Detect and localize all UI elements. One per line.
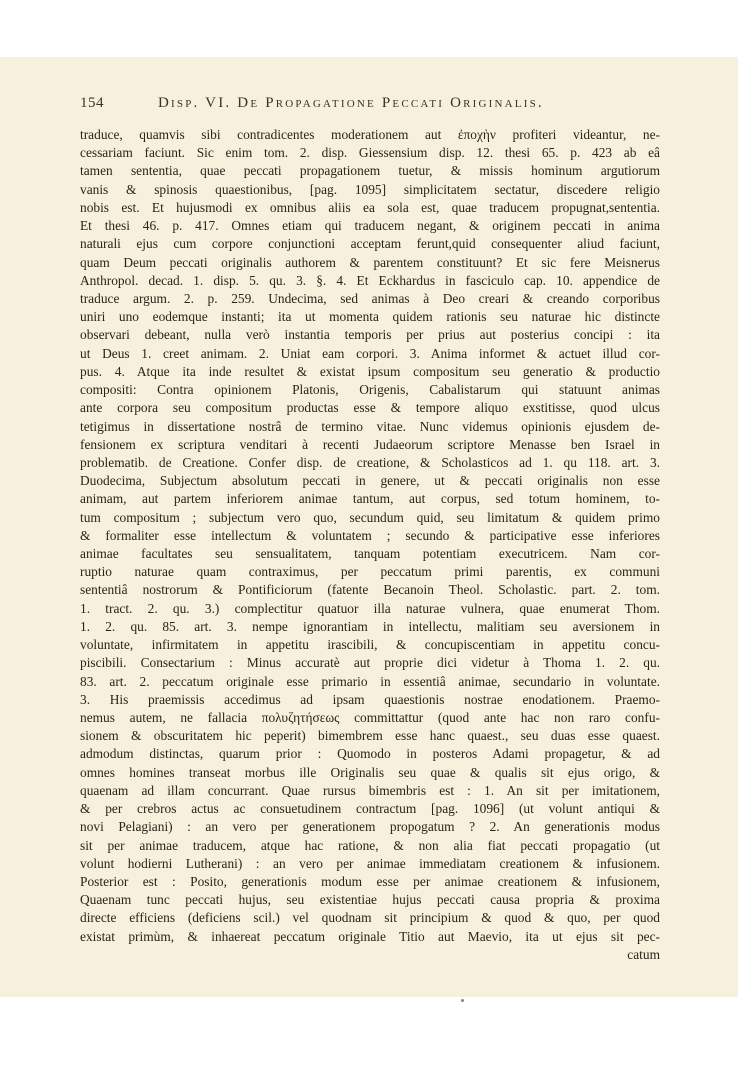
text-line: catum	[627, 946, 660, 962]
text-line: existat primùm, & inhaereat peccatum originale Titio aut Maevio, ita ut ejus sit pec-	[80, 928, 660, 944]
text-line: 1. tract. 2. qu. 3.) complectitur quatuor illa naturae vulnera, quae enumerat Thom.	[80, 600, 660, 616]
text-line: pus. 4. Atque ita inde resultet & existat ipsum compositum seu generatio & productio	[80, 363, 660, 379]
body-text	[80, 126, 660, 964]
running-title: Disp. VI. De Propagatione Peccati Originalis.	[158, 95, 544, 111]
text-line: animae facultates seu sensualitatem, tanquam potentiam executricem. Nam cor-	[80, 546, 660, 562]
text-line: directe efficiens (deficiens scil.) vel quodnam sit principium & quod & quo, per quod	[80, 910, 660, 926]
text-line: nobis est. Et hujusmodi ex omnibus aliis ea sola est, quae traducem propugnat,sententia.	[80, 199, 660, 215]
text-line: nemus autem, ne fallacia πολυζητήσεως committattur (quod ante hac non raro confu-	[80, 710, 660, 725]
text-line: Quaenam tunc peccati hujus, seu existentiae hujus peccati causa propria & proxima	[80, 892, 660, 908]
text-line: ruptio naturae quam contraximus, per peccatum primi parentis, ex communi	[80, 564, 660, 580]
text-line: omnes homines transeat morbus ille Originalis seu quae & qualis sit ejus origo, &	[80, 764, 660, 780]
text-line: problematib. de Creatione. Confer disp. de creatione, & Scholasticos ad 1. qu 118. art. 3.	[80, 454, 660, 470]
text-line: sententiâ nostrorum & Pontificiorum (fatente Becanoin Theol. Scholastic. part. 2. tom.	[80, 582, 660, 598]
text-line: naturali ejus cum corpore conjunctioni acceptam ferunt,quid consequenter aliud faciunt,	[80, 236, 660, 252]
text-line: fensionem ex scriptura venditari à recenti Judaeorum scriptore Menasse ben Israel in	[80, 436, 660, 452]
text-line: tum compositum ; subjectum vero quo, secundum quid, seu limitatum & quidem primo	[80, 509, 660, 525]
text-line: sionem & obscuritatem hic peperit) bimembrem esse hanc quaest., seu duas esse quaest.	[80, 728, 660, 744]
text-line: observari debeant, nulla verò instantia temporis per prius aut posterius concipi : ita	[80, 327, 660, 343]
text-line: animam, aut partem inferiorem animae tantum, aut corpus, sed totum hominem, to-	[80, 491, 660, 507]
text-line: 3. His praemissis accedimus ad ipsam quaestionis nostrae enodationem. Praemo-	[80, 691, 660, 707]
text-line: & formaliter esse intellectum & voluntatem ; secundo & participative esse inferiores	[80, 527, 660, 543]
text-line: 1. 2. qu. 85. art. 3. nempe ignorantiam in intellectu, malitiam seu aversionem in	[80, 618, 660, 634]
text-line: quam Deum peccati originalis authorem & parentem constituunt? Et sic fere Meisnerus	[80, 254, 660, 270]
text-line: volunt hodierni Lutherani) : an vero per animae immediatam creationem & infusionem.	[80, 855, 660, 871]
text-line: novi Pelagiani) : an vero per generationem propogatum ? 2. An generationis modus	[80, 819, 660, 835]
text-line: Posterior est : Posito, generationis modum esse per animae creationem & infusionem,	[80, 873, 660, 889]
text-line: & per crebros actus ac consuetudinem contractum [pag. 1096] (ut volunt antiqui &	[80, 801, 660, 817]
text-line: sit per animae traducem, atque hac ratione, & non alia fiat peccati propagatio (ut	[80, 837, 660, 853]
text-line: Duodecima, Subjectum absolutum peccati in genere, ut & peccati originalis non esse	[80, 473, 660, 489]
text-line: 83. art. 2. peccatum originale esse primario in essentiâ animae, secundario in voluntate.	[80, 673, 660, 689]
text-line: traduce argum. 2. p. 259. Undecima, sed animas à Deo creari & creando corporibus	[80, 290, 660, 306]
text-line: tamen sententia, quae peccati propagationem tuetur, & missis hominum argutiorum	[80, 163, 660, 179]
text-line: vanis & spinosis quaestionibus, [pag. 1095] simplicitatem sectatur, discedere religio	[80, 181, 660, 197]
text-line: cessariam faciunt. Sic enim tom. 2. disp. Giessensium disp. 12. thesi 65. p. 423 ab eâ	[80, 145, 660, 161]
text-line: compositi: Contra opinionem Platonis, Origenis, Cabalistarum qui statuunt animas	[80, 382, 660, 398]
text-line: traduce, quamvis sibi contradicentes moderationem aut ἐποχὴν profiteri videantur, ne-	[80, 127, 660, 142]
text-line: piscibili. Consectarium : Minus accuratè aut proprie dici videtur à Thoma 1. 2. qu.	[80, 655, 660, 671]
text-line: admodum distinctas, quarum prior : Quomodo in posteros Adami propagetur, & ad	[80, 746, 660, 762]
text-line: Anthropol. decad. 1. disp. 5. qu. 3. §. 4. Et Eckhardus in fasciculo cap. 10. appendice de	[80, 272, 660, 288]
page-number: 154	[80, 95, 104, 111]
text-line: voluntate, infirmitatem in appetitu irascibili, & concupiscentiam in appetitu concu-	[80, 637, 660, 653]
text-line: quaenam ad illam concurrant. Quae rursus bimembris est : 1. An sit per imitationem,	[80, 782, 660, 798]
text-line: tetigimus in dissertatione nostrâ de termino vitae. Nunc videmus opinionis ejusdem de-	[80, 418, 660, 434]
text-line: uniri uno eodemque instanti; ita ut momenta quidem rationis seu naturae hic distincte	[80, 309, 660, 325]
text-line: ante corpora seu compositum productas esse & tempore aliquo exstitisse, quod ulcus	[80, 400, 660, 416]
text-line: ut Deus 1. creet animam. 2. Uniat eam corpori. 3. Anima informet & actuet illud cor-	[80, 345, 660, 361]
text-line: Et thesi 46. p. 417. Omnes etiam qui traducem negant, & originem peccati in anima	[80, 218, 660, 234]
ink-speck	[461, 999, 464, 1002]
